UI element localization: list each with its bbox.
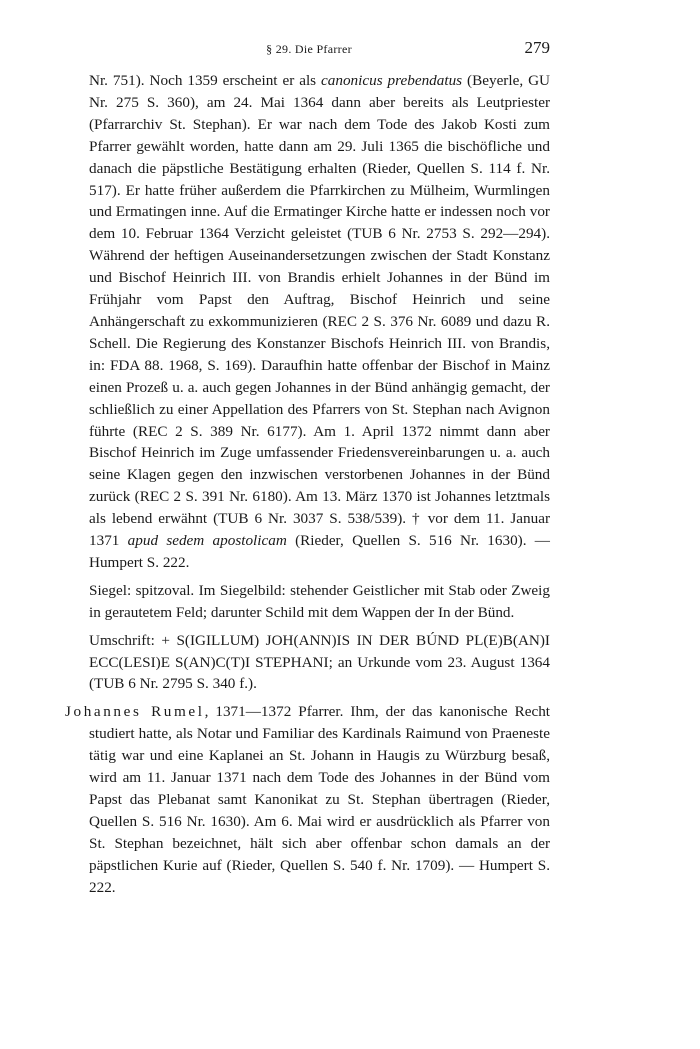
running-head: § 29. Die Pfarrer bbox=[266, 42, 352, 56]
entry-name: Johannes Rumel bbox=[65, 703, 205, 721]
italic-term: canonicus prebendatus bbox=[321, 72, 463, 89]
body-text bbox=[65, 70, 550, 899]
seal-description: Siegel: spitzoval. Im Siegelbild: stehender Geistlicher mit Stab oder Zweig in gerautetem Feld; darunter Schild mit dem Wappen der In der Bünd. bbox=[89, 581, 550, 621]
italic-term: apud sedem apostolicam bbox=[127, 532, 287, 550]
text-run: Nr. 751). Noch 1359 erscheint er als bbox=[89, 72, 322, 89]
text-run: (Rieder, Quellen S. 516 Nr. 1630). — Humpert S. 222. bbox=[89, 532, 550, 571]
page-header bbox=[68, 38, 550, 62]
seal-inscription: Umschrift: + S(IGILLUM) JOH(ANN)IS IN DER BÚND PL(E)B(AN)I ECC(LESI)E S(AN)C(T)I STEPHANI; an Urkunde vom 23. August 1364 (TUB 6 Nr. 2795 S. 340 f.). bbox=[89, 631, 550, 693]
entry-text: , 1371—1372 Pfarrer. Ihm, der das kanonische Recht studiert hatte, als Notar und Familiar des Kardinals Raimund von Praeneste tätig war und eine Kaplanei an St. Johann in Haugis zu Würzburg besaß, wird am 11. Januar 1371 nach dem Tode des Johannes in der Bünd vom Papst das Plebanat samt Kanonikat zu St. Stephan übertragen (Rieder, Quellen S. 516 Nr. 1630). Am 6. Mai wird er ausdrücklich als Pfarrer von St. Stephan bezeichnet, hält sich aber offenbar schon damals an der päpstlichen Kurie auf (Rieder, Quellen S. 540 f. Nr. 1709). — Humpert S. 222. bbox=[89, 703, 551, 896]
entry-johannes-rumel bbox=[65, 701, 550, 898]
text-run: (Beyerle, GU Nr. 275 S. 360), am 24. Mai 1364 dann aber bereits als Leutpriester (Pfarrarchiv St. Stephan). Er war nach dem Tode des Jakob Kosti zum Pfarrer gewählt worden, hatte dann am 29. Juli 1365 die bischöfliche und danach die päpstliche Bestätigung erhalten (Rieder, Quellen S. 114 f. Nr. 517). Er hatte früher außerdem die Pfarrkirchen zu Mülheim, Wurmlingen und Ermatingen inne. Auf die Ermatinger Kirche hatte er indessen noch vor dem 10. Februar 1364 Verzicht geleistet (TUB 6 Nr. 2753 S. 292—294). Während der heftigen Auseinandersetzungen zwischen der Stadt Konstanz und Bischof Heinrich III. von Brandis erhielt Johannes in der Bünd im Frühjahr vom Papst den Auftrag, Bischof Heinrich und seine Anhängerschaft zu exkommunizieren (REC 2 S. 376 Nr. 6089 und dazu R. Schell. Die Regierung des Konstanzer Bischofs Heinrich III. von Brandis, in: FDA 88. 1968, S. 169). Daraufhin hatte offenbar der Bischof in Mainz einen Prozeß u. a. auch gegen Johannes in der Bünd anhängig gemacht, der schließlich zu einer Appellation des Pfarrers von St. Stephan nach Avignon führte (REC 2 S. 389 Nr. 6177). Am 1. April 1372 nimmt dann aber Bischof Heinrich im Zuge umfassender Friedensvereinbarungen u. a. auch seine Klagen gegen den inzwischen verstorbenen Johannes in der Bünd zurück (REC 2 S. 391 Nr. 6180). Am 13. März 1370 ist Johannes letztmals als lebend erwähnt (TUB 6 Nr. 3037 S. 538/539). † vor dem 11. Januar 1371 bbox=[89, 72, 551, 550]
page-number: 279 bbox=[524, 38, 550, 57]
paragraph-continuation bbox=[65, 70, 550, 574]
